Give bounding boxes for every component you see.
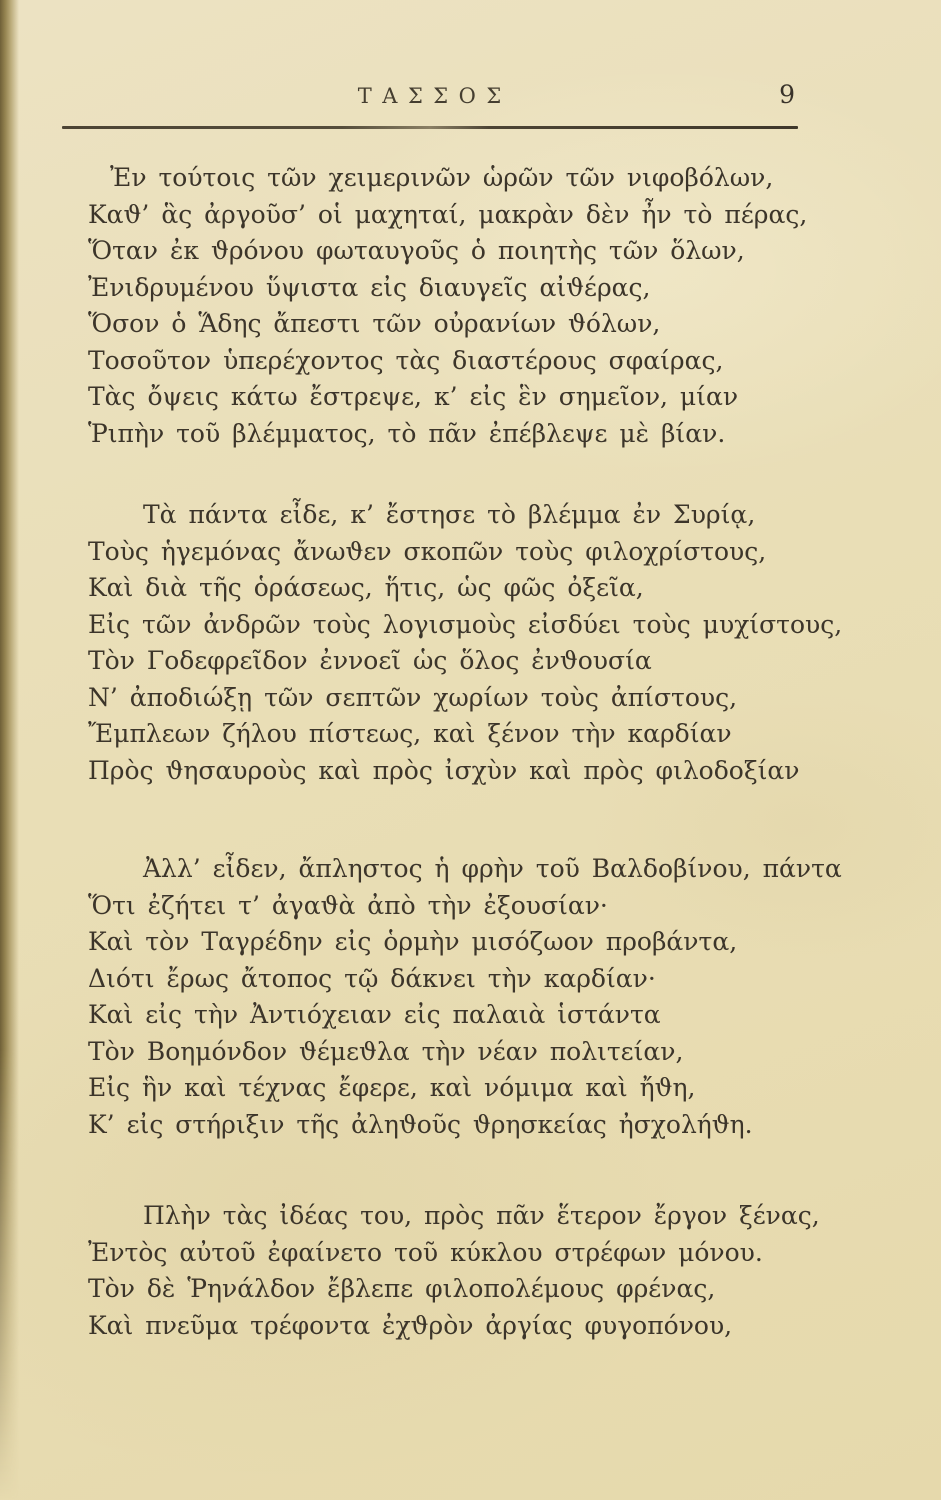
stanza bbox=[88, 160, 828, 452]
poem-line: Εἰς ἣν καὶ τέχνας ἔφερε, καὶ νόμιμα καὶ ἤϑη, bbox=[88, 1073, 696, 1102]
page-number: 9 bbox=[779, 80, 795, 109]
poem-line: Ν’ ἀποδιώξῃ τῶν σεπτῶν χωρίων τοὺς ἀπίστους, bbox=[88, 682, 738, 712]
page-edge-shadow bbox=[0, 0, 20, 1500]
poem-line: Τὸν Γοδεφρεῖδον ἐννοεῖ ὡς ὅλος ἐνϑουσία bbox=[88, 646, 652, 675]
poem-line: Ἀλλ’ εἶδεν, ἄπληστος ἡ φρὴν τοῦ Βαλδοβίνου, πάντα bbox=[143, 854, 842, 883]
poem bbox=[88, 150, 843, 1389]
poem-line: Ἔμπλεων ζήλου πίστεως, καὶ ξένον τὴν καρδίαν bbox=[88, 719, 732, 748]
poem-line: Εἰς τῶν ἀνδρῶν τοὺς λογισμοὺς εἰσδύει τοὺς μυχίστους, bbox=[88, 609, 843, 639]
poem-line: Πλὴν τὰς ἰδέας του, πρὸς πᾶν ἕτερον ἔργον ξένας, bbox=[143, 1201, 820, 1230]
poem-line: Τοὺς ἡγεμόνας ἄνωϑεν σκοπῶν τοὺς φιλοχρίστους, bbox=[88, 536, 767, 566]
page-header bbox=[62, 80, 797, 118]
poem-line: Ἐντὸς αὐτοῦ ἐφαίνετο τοῦ κύκλου στρέφων μόνου. bbox=[88, 1237, 763, 1267]
stanza bbox=[88, 851, 842, 1143]
poem-line: Κ’ εἰς στήριξιν τῆς ἀληϑοῦς ϑρησκείας ἠσχολήϑη. bbox=[88, 1109, 753, 1139]
poem-line: Διότι ἔρως ἄτοπος τῷ δάκνει τὴν καρδίαν· bbox=[88, 963, 656, 993]
poem-line: Ἐνιδρυμένου ὕψιστα εἰς διαυγεῖς αἰϑέρας, bbox=[88, 272, 651, 302]
poem-line: Ἐν τούτοις τῶν χειμερινῶν ὡρῶν τῶν νιφοβόλων, bbox=[110, 163, 774, 192]
poem-line: Καϑ’ ἃς ἀργοῦσ’ οἱ μαχηταί, μακρὰν δὲν ἦν τὸ πέρας, bbox=[88, 199, 808, 229]
poem-line: Τὰ πάντα εἶδε, κ’ ἔστησε τὸ βλέμμα ἐν Συρίᾳ, bbox=[143, 500, 756, 529]
poem-line: Ῥιπὴν τοῦ βλέμματος, τὸ πᾶν ἐπέβλεψε μὲ βίαν. bbox=[88, 418, 726, 448]
poem-line: Καὶ διὰ τῆς ὁράσεως, ἥτις, ὡς φῶς ὀξεῖα, bbox=[88, 573, 644, 602]
stanza bbox=[88, 1198, 828, 1344]
running-title: ΤΑΣΣΟΣ bbox=[357, 84, 512, 108]
poem-line: Ὅσον ὁ Ἅδης ἄπεστι τῶν οὐρανίων ϑόλων, bbox=[88, 309, 661, 338]
poem-line: Καὶ πνεῦμα τρέφοντα ἐχϑρὸν ἀργίας φυγοπόνου, bbox=[88, 1310, 733, 1340]
poem-line: Καὶ τὸν Ταγρέδην εἰς ὁρμὴν μισόζωον προβάντα, bbox=[88, 927, 738, 956]
header-rule bbox=[62, 126, 798, 129]
poem-line: Τοσοῦτον ὑπερέχοντος τὰς διαστέρους σφαίρας, bbox=[88, 345, 724, 375]
stanza bbox=[88, 497, 843, 789]
poem-line: Πρὸς ϑησαυροὺς καὶ πρὸς ἰσχὺν καὶ πρὸς φιλοδοξίαν bbox=[88, 755, 800, 785]
poem-line: Ὅτι ἐζήτει τ’ ἀγαϑὰ ἀπὸ τὴν ἐξουσίαν· bbox=[88, 890, 608, 920]
poem-line: Τὸν δὲ Ῥηνάλδον ἔβλεπε φιλοπολέμους φρένας, bbox=[88, 1274, 716, 1303]
poem-line: Ὅταν ἐκ ϑρόνου φωταυγοῦς ὁ ποιητὴς τῶν ὅλων, bbox=[88, 236, 745, 265]
poem-line: Τὸν Βοημόνδον ϑέμεϑλα τὴν νέαν πολιτείαν, bbox=[88, 1036, 684, 1066]
poem-line: Καὶ εἰς τὴν Ἀντιόχειαν εἰς παλαιὰ ἱστάντα bbox=[88, 1000, 661, 1029]
poem-line: Τὰς ὄψεις κάτω ἔστρεψε, κ’ εἰς ἓν σημεῖον, μίαν bbox=[88, 382, 739, 411]
